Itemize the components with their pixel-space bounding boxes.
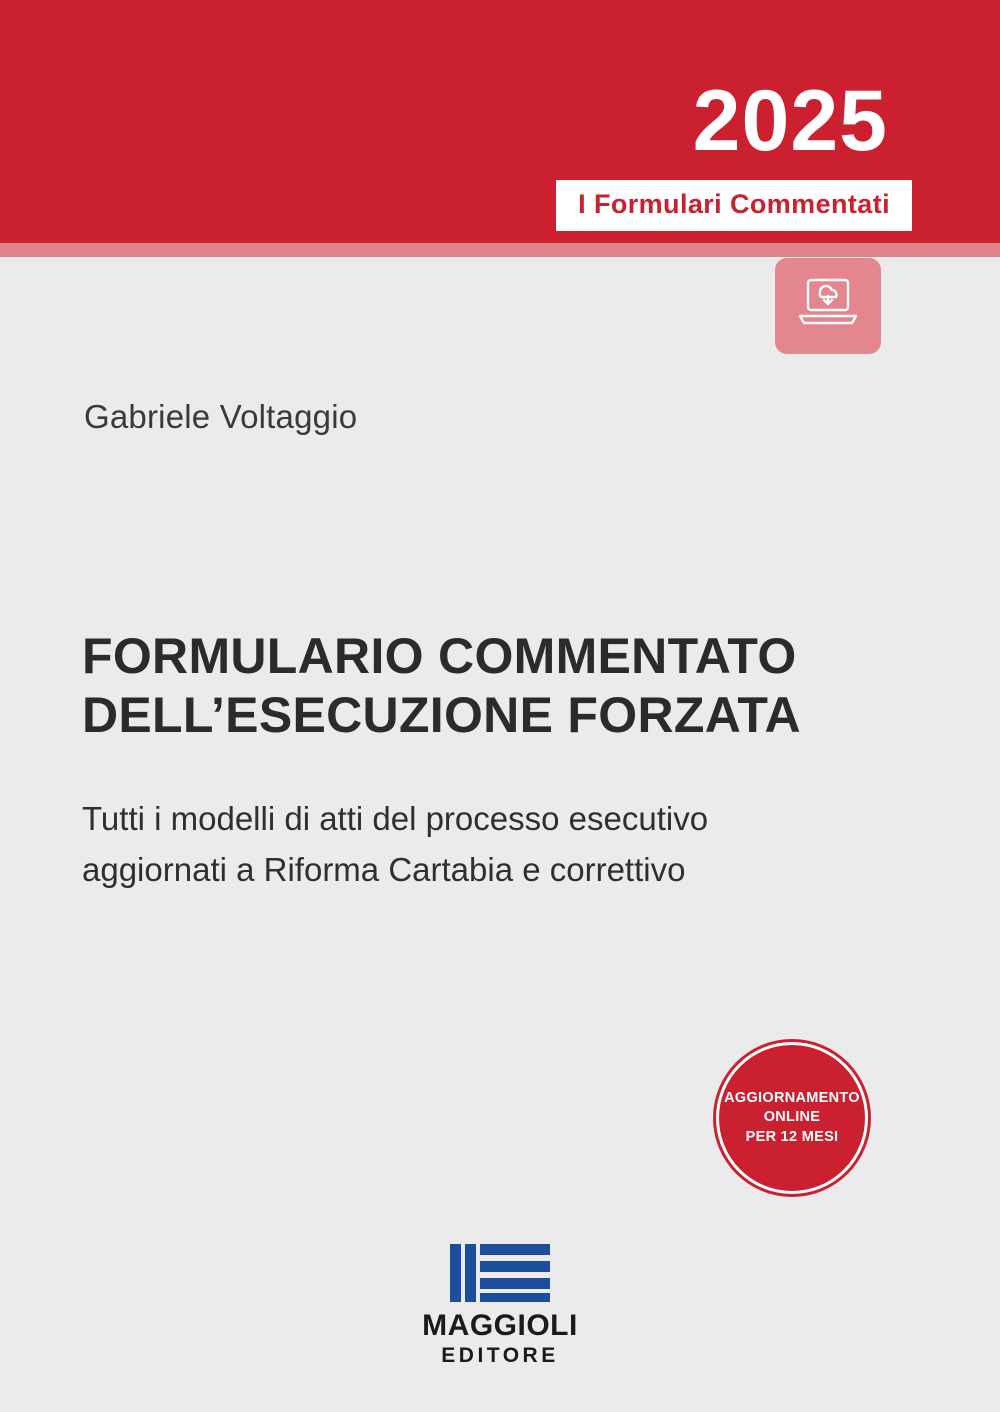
publisher-logo: [0, 1242, 1000, 1368]
subtitle-line-2: aggiornati a Riforma Cartabia e correttivo: [82, 851, 686, 889]
laptop-cloud-download-icon: [775, 258, 881, 354]
update-seal-badge: [716, 1042, 868, 1194]
book-title: [82, 627, 922, 745]
seal-line-1: AGGIORNAMENTO: [724, 1089, 860, 1106]
maggioli-m-logo-icon: [448, 1242, 552, 1304]
publisher-name: MAGGIOLI: [422, 1309, 578, 1342]
top-band-accent-strip: [0, 243, 1000, 257]
seal-line-3: PER 12 MESI: [745, 1128, 839, 1145]
publisher-subtitle: EDITORE: [441, 1343, 559, 1367]
author-name: Gabriele Voltaggio: [84, 398, 358, 435]
title-line-2: DELL’ESECUZIONE FORZATA: [82, 687, 801, 743]
book-subtitle: [82, 793, 932, 895]
series-label: I Formulari Commentati: [578, 189, 890, 219]
title-line-1: FORMULARIO COMMENTATO: [82, 628, 797, 684]
subtitle-line-1: Tutti i modelli di atti del processo esecutivo: [82, 800, 709, 837]
cover-year: 2025: [692, 73, 888, 169]
series-label-box: [556, 180, 912, 231]
seal-line-2: ONLINE: [763, 1109, 821, 1126]
